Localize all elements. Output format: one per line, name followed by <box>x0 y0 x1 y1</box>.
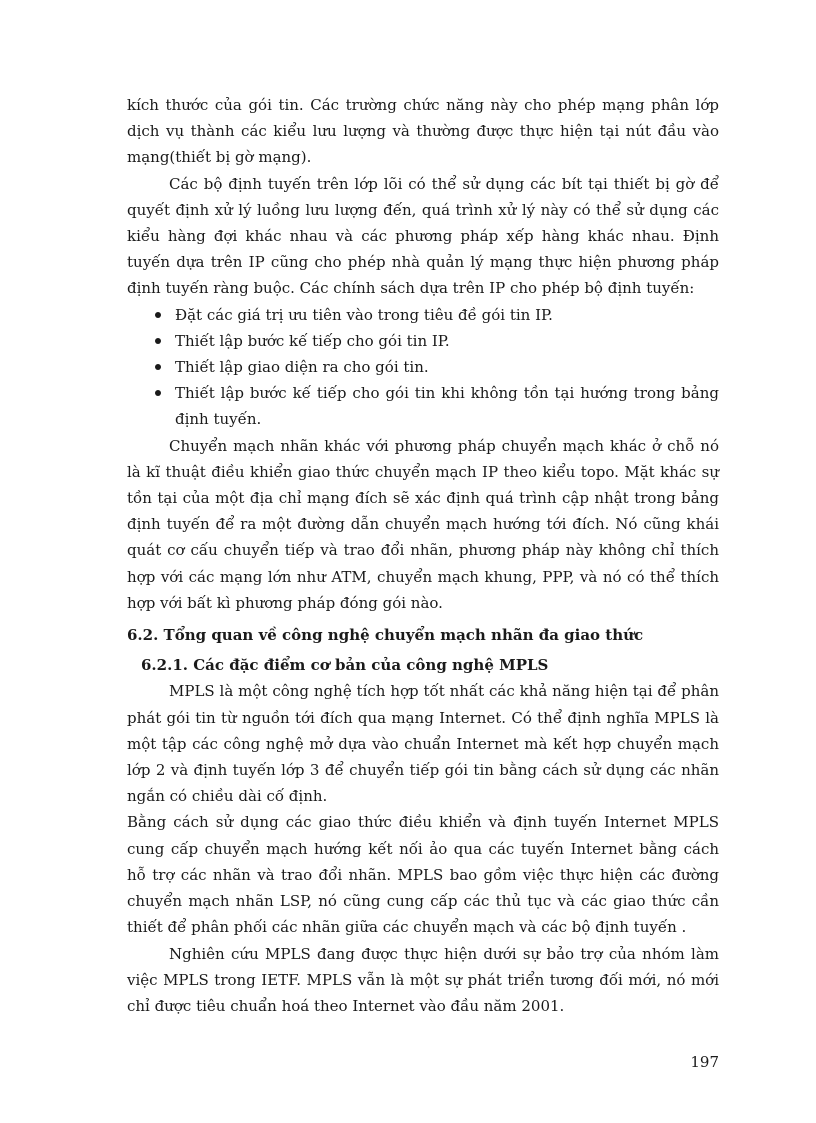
bullet-dot-icon <box>155 338 161 344</box>
page-number: 197 <box>690 1053 719 1071</box>
section-heading: 6.2. Tổng quan về công nghệ chuyển mạch nhãn đa giao thức <box>127 626 644 645</box>
paragraph-label-switching: Chuyển mạch nhãn khác với phương pháp chuyển mạch khác ở chỗ nó là kĩ thuật điều khiển giao thức chuyển mạch IP theo kiểu topo. Mặt khác sự tồn tại của một địa chỉ mạng đích sẽ xác định quá trình cập nhật trong bảng định tuyến để ra một đường dẫn chuyển mạch hướng tới đích. Nó cũng khái quát cơ cấu chuyển tiếp và trao đổi nhãn, phương pháp này không chỉ thích hợp với các mạng lớn như ATM, chuyển mạch khung, PPP, và nó có thể thích hợp với bất kì phương pháp đóng gói nào. <box>127 436 719 612</box>
paragraph-mpls-protocols: Bằng cách sử dụng các giao thức điều khiển và định tuyến Internet MPLS cung cấp chuyển mạch hướng kết nối ảo qua các tuyến Internet bằng cách hỗ trợ các nhãn và trao đổi nhãn. MPLS bao gồm việc thực hiện các đường chuyển mạch nhãn LSP, nó cũng cung cấp các thủ tục và các giao thức cần thiết để phân phối các nhãn giữa các chuyển mạch và các bộ định tuyến . <box>127 813 719 937</box>
bullet-dot-icon <box>155 390 161 396</box>
paragraph-routers: Các bộ định tuyến trên lớp lõi có thể sử dụng các bít tại thiết bị gờ để quyết định xử lý luồng lưu lượng đến, quá trình xử lý này có thể sử dụng các kiểu hàng đợi khác nhau và các phương pháp xếp hàng khác nhau. Định tuyến dựa trên IP cũng cho phép nhà quản lý mạng thực hiện phương pháp định tuyến ràng buộc. Các chính sách dựa trên IP cho phép bộ định tuyến: <box>127 174 719 298</box>
bullet-dot-icon <box>155 364 161 370</box>
body-text <box>127 92 719 1019</box>
subsection-heading: 6.2.1. Các đặc điểm cơ bản của công nghệ MPLS <box>141 656 549 675</box>
bullet-item: Thiết lập giao diện ra cho gói tin. <box>127 354 719 380</box>
bullet-dot-icon <box>155 312 161 318</box>
bullet-item: Đặt các giá trị ưu tiên vào trong tiêu đề gói tin IP. <box>127 302 719 328</box>
paragraph-mpls-definition: MPLS là một công nghệ tích hợp tốt nhất các khả năng hiện tại để phân phát gói tin từ nguồn tới đích qua mạng Internet. Có thể định nghĩa MPLS là một tập các công nghệ mở dựa vào chuẩn Internet mà kết hợp chuyển mạch lớp 2 và định tuyến lớp 3 để chuyển tiếp gói tin bằng cách sử dụng các nhãn ngắn có chiều dài cố định. <box>127 682 719 806</box>
bullet-item: Thiết lập bước kế tiếp cho gói tin khi không tồn tại hướng trong bảng định tuyến. <box>127 380 719 432</box>
paragraph-continuation: kích thước của gói tin. Các trường chức năng này cho phép mạng phân lớp dịch vụ thành các kiểu lưu lượng và thường được thực hiện tại nút đầu vào mạng(thiết bị gờ mạng). <box>127 96 719 167</box>
policy-bullet-list <box>127 302 719 433</box>
bullet-item: Thiết lập bước kế tiếp cho gói tin IP. <box>127 328 719 354</box>
paragraph-mpls-research: Nghiên cứu MPLS đang được thực hiện dưới sự bảo trợ của nhóm làm việc MPLS trong IETF. MPLS vẫn là một sự phát triển tương đối mới, nó mới chỉ được tiêu chuẩn hoá theo Internet vào đầu năm 2001. <box>127 944 719 1015</box>
